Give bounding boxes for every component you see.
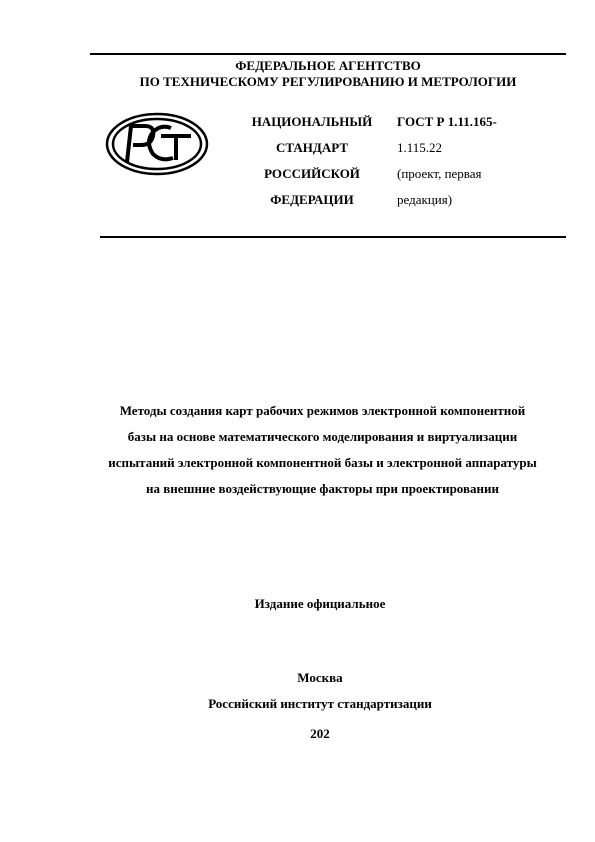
publisher-name: Российский институт стандартизации xyxy=(208,696,432,711)
agency-name-line-2: ПО ТЕХНИЧЕСКОМУ РЕГУЛИРОВАНИЮ И МЕТРОЛОГИИ xyxy=(139,74,517,89)
edition-label: Издание официальное xyxy=(254,596,386,611)
title-line: базы на основе математического моделирования и виртуализации xyxy=(127,429,518,444)
publication-year: 202 xyxy=(310,726,330,741)
document-title xyxy=(60,398,585,502)
gost-number-line-1: ГОСТ Р 1.11.165- xyxy=(397,114,497,129)
header-top-rule xyxy=(90,53,566,55)
title-line: испытаний электронной компонентной базы и электронной аппаратуры xyxy=(108,455,537,470)
gost-number-line-2: 1.115.22 xyxy=(397,140,443,155)
agency-name-line-1: ФЕДЕРАЛЬНОЕ АГЕНТСТВО xyxy=(235,58,421,73)
title-line: на внешние воздействующие факторы при проектировании xyxy=(146,481,499,496)
standard-line: РОССИЙСКОЙ xyxy=(264,166,360,181)
standard-line: ФЕДЕРАЦИИ xyxy=(270,192,354,207)
gost-designation-block xyxy=(397,114,527,218)
gost-note-line-1: (проект, первая xyxy=(397,166,482,181)
gost-note-line-2: редакция) xyxy=(397,192,453,207)
standard-line: СТАНДАРТ xyxy=(275,140,348,155)
rst-logo-icon xyxy=(105,112,209,176)
header-bottom-rule xyxy=(100,236,566,238)
standard-line: НАЦИОНАЛЬНЫЙ xyxy=(251,114,373,129)
title-line: Методы создания карт рабочих режимов электронной компонентной xyxy=(119,403,526,418)
publication-city: Москва xyxy=(297,670,343,685)
national-standard-block xyxy=(238,114,386,218)
